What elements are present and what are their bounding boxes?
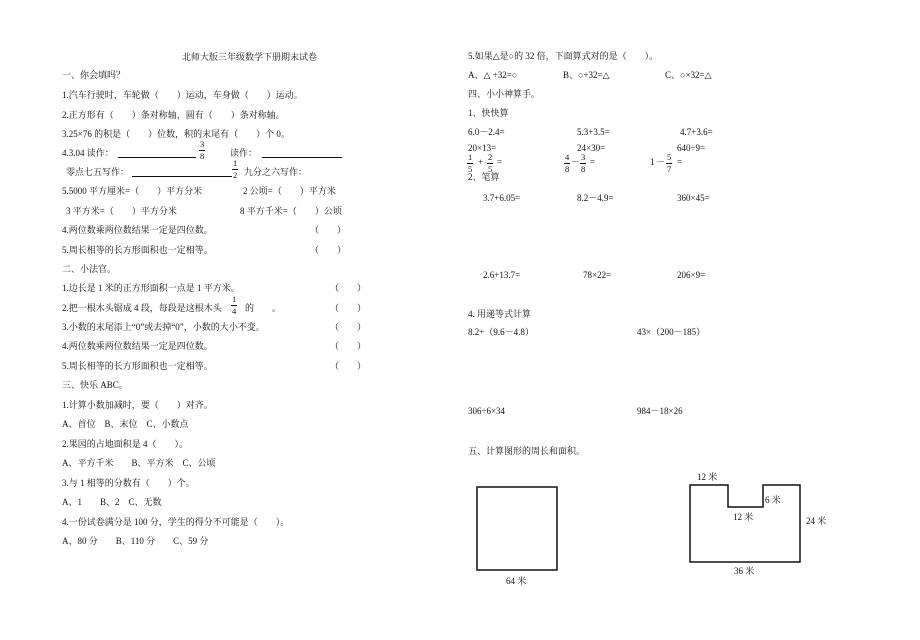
- calc-item: 4.7+3.6=: [680, 127, 713, 137]
- question-text: 1.汽车行驶时，车轮做（ ）运动，车身做（ ）运动。: [62, 90, 303, 100]
- calc-item: 984－18×26: [637, 406, 683, 416]
- fraction-denominator: 2: [233, 170, 238, 180]
- answer-parentheses: （ ）: [330, 361, 367, 371]
- fraction-numerator: 3: [200, 139, 205, 149]
- fraction-numerator: 1: [468, 152, 473, 162]
- choice-option: C、○×32=△: [665, 70, 712, 80]
- fraction-numerator: 1: [232, 294, 237, 304]
- choice-options: A、首位 B、末位 C、小数点: [62, 419, 189, 429]
- answer-parentheses: （ ）: [310, 225, 347, 235]
- operator: －: [571, 157, 581, 167]
- whole-number: 1: [650, 157, 655, 167]
- question-text: 4.3.04 读作：: [62, 148, 114, 158]
- calc-item: 8.2－4.9=: [577, 193, 614, 203]
- judge-statement: 5.周长相等的长方形面积也一定相等。: [62, 245, 213, 255]
- equals-sign: =: [497, 157, 503, 167]
- calc-item: 8.2+（9.6－4.8）: [468, 327, 534, 337]
- judge-statement: 1.边长是 1 米的正方形面积一点是 1 平方米。: [62, 283, 240, 293]
- choice-question: 5.如果△是○的 32 倍，下面算式对的是（ ）。: [468, 51, 659, 61]
- choice-option: B、○+32=△: [563, 70, 610, 80]
- calc-item: 78×22=: [583, 270, 612, 280]
- square-side-label: 64 米: [506, 576, 527, 586]
- subsection-label: 2、笔算: [468, 172, 500, 182]
- equals-sign: =: [677, 157, 683, 167]
- shape-notch-width-label: 12 米: [733, 512, 754, 522]
- square-figure: [477, 487, 557, 570]
- calc-item: 3.7+6.05=: [483, 193, 521, 203]
- judge-statement: 3.小数的末尾添上“0”或去掉“0”，小数的大小不变。: [62, 322, 265, 332]
- shape-bottom-label: 36 米: [734, 566, 755, 576]
- judge-statement: 5.周长相等的长方形面积也一定相等。: [62, 361, 213, 371]
- choice-options: A、80 分 B、110 分 C、59 分: [62, 536, 209, 546]
- choice-question: 3.与 1 相等的分数有（ ）个。: [62, 478, 195, 488]
- calc-item: 20×13=: [468, 143, 497, 153]
- calc-item: 2.6+13.7=: [483, 270, 521, 280]
- choice-options: A、平方千米 B、平方米 C、公顷: [62, 458, 216, 468]
- shape-height-label: 24 米: [806, 516, 827, 526]
- question-text: 九分之六写作：: [244, 167, 308, 177]
- question-text: 8 平方千米=（ ）公顷: [240, 206, 342, 216]
- fraction-numerator: 1: [233, 158, 238, 168]
- calc-item: 360×45=: [677, 193, 710, 203]
- answer-parentheses: （ ）: [330, 303, 367, 313]
- exam-title: 北师大版三年级数学下册期末试卷: [182, 52, 318, 62]
- answer-parentheses: （ ）: [330, 283, 367, 293]
- question-text: 5.5000 平方厘米=（ ）平方分米: [62, 186, 203, 196]
- answer-parentheses: （ ）: [310, 245, 347, 255]
- fraction-denominator: 8: [581, 164, 586, 174]
- section-heading: 三、快乐 ABC。: [62, 380, 128, 390]
- choice-question: 4.一份试卷满分是 100 分，学生的得分不可能是（ ）。: [62, 517, 290, 527]
- section-heading: 二、小法官。: [62, 264, 117, 274]
- choice-option: A、△ +32=○: [468, 70, 518, 80]
- judge-statement: 2.把一根木头锯成 4 段，每段是这根木头: [62, 303, 222, 313]
- question-text: 零点七五写作：: [66, 167, 130, 177]
- fraction-numerator: 5: [667, 152, 672, 162]
- subsection-label: 4. 用递等式计算: [468, 309, 532, 319]
- judge-statement-tail: 的 。: [245, 303, 282, 313]
- answer-parentheses: （ ）: [330, 341, 367, 351]
- judge-statement: 4.两位数乘两位数结果一定是四位数。: [62, 225, 213, 235]
- fraction-numerator: 2: [488, 152, 493, 162]
- notched-rectangle-figure: [690, 485, 800, 562]
- fraction-denominator: 5: [468, 164, 473, 174]
- question-text: 2 公顷=（ ）平方米: [243, 186, 336, 196]
- fraction-denominator: 7: [667, 164, 672, 174]
- fraction-numerator: 4: [565, 152, 570, 162]
- calc-item: 43×（200－185）: [637, 327, 706, 337]
- operator: －: [656, 157, 666, 167]
- answer-parentheses: （ ）: [330, 322, 367, 332]
- judge-statement: 4.两位数乘两位数结果一定是四位数。: [62, 341, 213, 351]
- calc-item: 306÷6×34: [468, 406, 506, 416]
- question-text: 3.25×76 的积是（ ）位数，积的末尾有（ ）个 0。: [62, 129, 290, 139]
- shape-notch-depth-label: 6 米: [765, 495, 781, 505]
- calc-item: 206×9=: [677, 270, 706, 280]
- operator: +: [478, 157, 484, 167]
- choice-options: A、1 B、2 C、无数: [62, 497, 162, 507]
- calc-item: 24×30=: [577, 143, 606, 153]
- shape-top-left-label: 12 米: [697, 472, 718, 482]
- question-text: 3 平方米=（ ）平方分米: [66, 206, 177, 216]
- fraction-numerator: 3: [581, 152, 586, 162]
- question-text: 2.正方形有（ ）条对称轴，圆有（ ）条对称轴。: [62, 110, 285, 120]
- choice-question: 1.计算小数加减时，要（ ）对齐。: [62, 400, 213, 410]
- calc-item: 5.3+3.5=: [577, 127, 610, 137]
- equals-sign: =: [590, 157, 596, 167]
- subsection-label: 1、快快算: [468, 108, 509, 118]
- calc-item: 640÷9=: [677, 143, 706, 153]
- fraction-denominator: 8: [565, 164, 570, 174]
- section-heading: 一、你会填吗？: [62, 70, 126, 80]
- fraction-denominator: 5: [488, 164, 493, 174]
- calc-item: 6.0－2.4=: [468, 127, 505, 137]
- section-heading: 四、小小神算手。: [468, 89, 541, 99]
- fraction-denominator: 8: [200, 151, 205, 161]
- fraction-denominator: 4: [232, 306, 237, 316]
- choice-question: 2.果园的占地面积是 4（ ）。: [62, 439, 189, 449]
- section-heading: 五、计算图形的周长和面积。: [468, 446, 586, 456]
- question-text: 读作：: [230, 148, 258, 158]
